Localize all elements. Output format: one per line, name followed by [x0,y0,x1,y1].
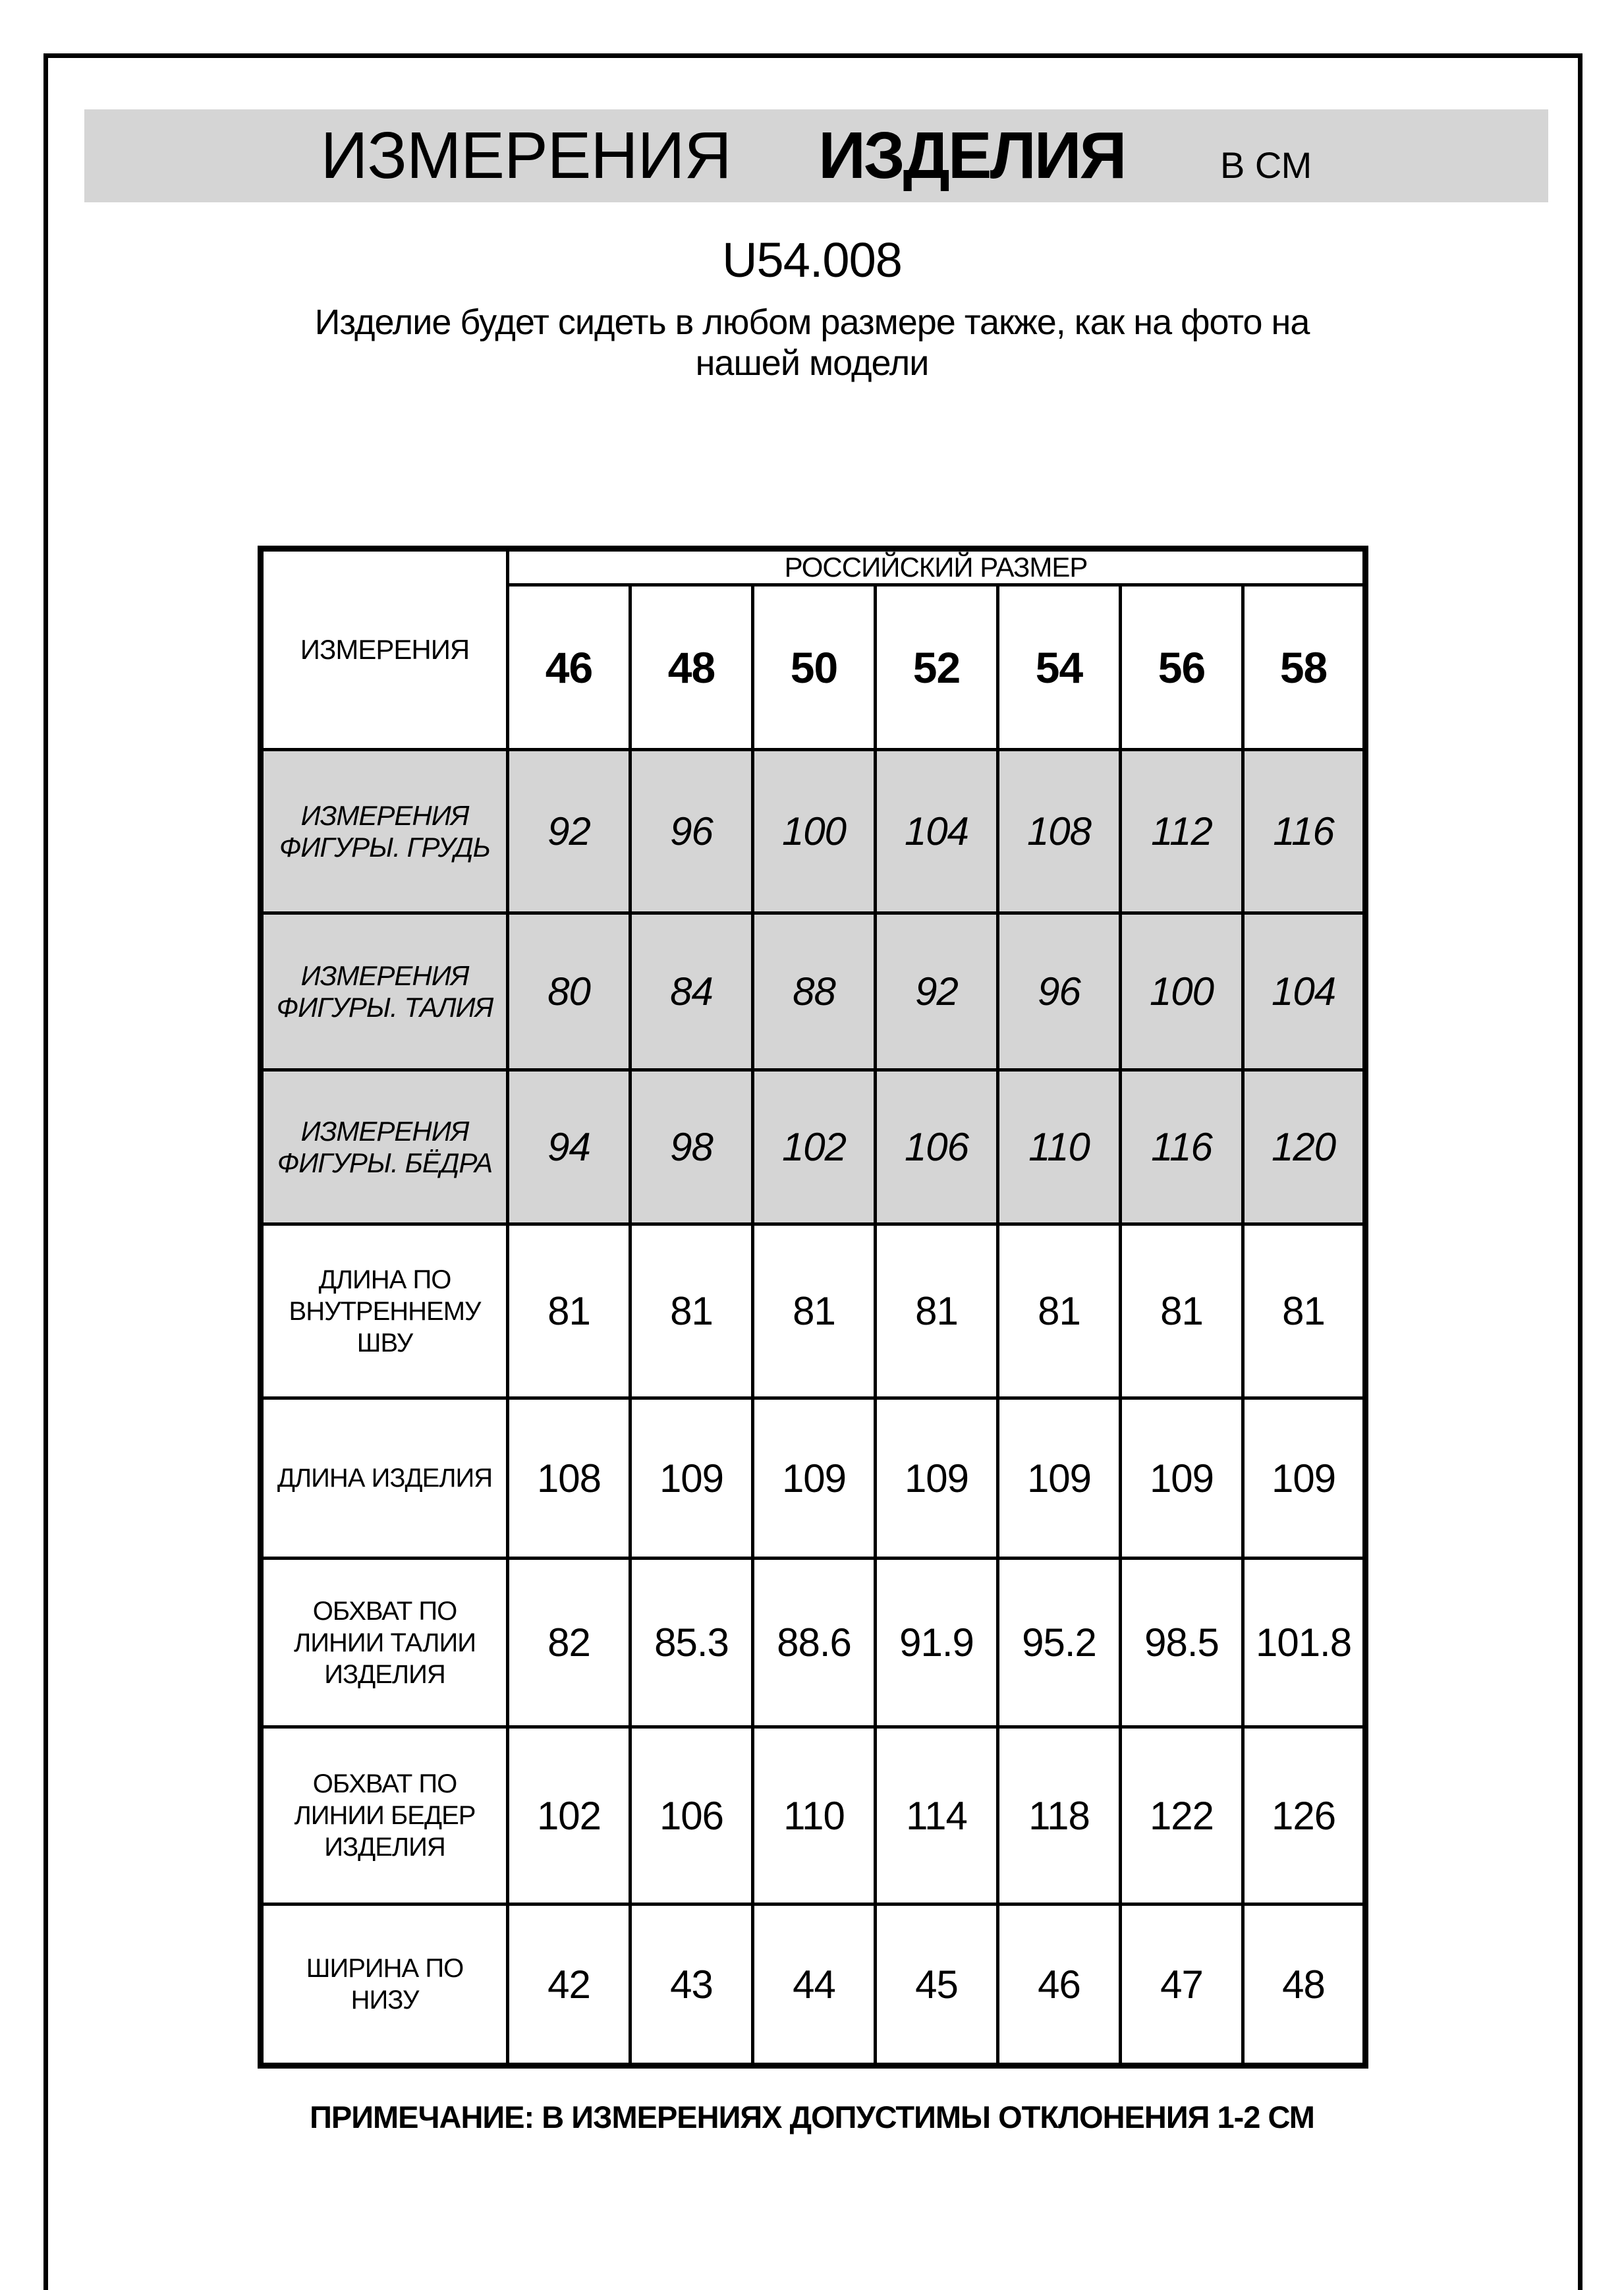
value-cell: 94 [508,1070,630,1224]
row-label-line: ФИГУРЫ. ТАЛИЯ [276,991,493,1023]
product-code: U54.008 [722,233,902,287]
row-label [261,1070,508,1224]
size-header: 54 [998,585,1121,750]
row-label-line: ОБХВАТ ПО [312,1596,457,1626]
row-label-line: ФИГУРЫ. БЁДРА [277,1147,493,1178]
table-row-item-length [261,1398,1366,1559]
size-header: 56 [1121,585,1243,750]
value-cell: 92 [876,913,998,1070]
fit-description-line: нашей модели [695,343,929,383]
value-cell: 110 [753,1727,876,1904]
row-label-line: НИЗУ [350,1986,419,2015]
value-cell: 109 [1121,1398,1243,1559]
value-cell: 85.3 [630,1559,753,1727]
size-header: 52 [876,585,998,750]
value-cell: 81 [630,1224,753,1398]
size-header: 50 [753,585,876,750]
value-cell: 112 [1121,750,1243,913]
value-cell: 81 [1243,1224,1366,1398]
table-row-item-waist-girth [261,1559,1366,1727]
value-cell: 98.5 [1121,1559,1243,1727]
value-cell: 81 [508,1224,630,1398]
title-band [84,109,1548,202]
row-label [261,1398,508,1559]
value-cell: 108 [508,1398,630,1559]
value-cell: 118 [998,1727,1121,1904]
value-cell: 101.8 [1243,1559,1366,1727]
value-cell: 81 [998,1224,1121,1398]
row-label-line: ШВУ [356,1328,413,1358]
value-cell: 109 [753,1398,876,1559]
value-cell: 47 [1121,1904,1243,2066]
value-cell: 91.9 [876,1559,998,1727]
title-word-product: ИЗДЕЛИЯ [818,119,1125,192]
row-label [261,1727,508,1904]
fit-description [0,302,1624,384]
value-cell: 106 [876,1070,998,1224]
value-cell: 42 [508,1904,630,2066]
value-cell: 104 [876,750,998,913]
value-cell: 109 [1243,1398,1366,1559]
value-cell: 81 [753,1224,876,1398]
value-cell: 122 [1121,1727,1243,1904]
value-cell: 43 [630,1904,753,2066]
row-label-line: ФИГУРЫ. ГРУДЬ [279,831,491,863]
row-label-line: ИЗМЕРЕНИЯ [300,1115,469,1147]
page-title [321,118,1312,194]
value-cell: 108 [998,750,1121,913]
row-label-line: ЛИНИИ ТАЛИИ [294,1628,476,1657]
size-chart-table [258,546,1368,2069]
row-label [261,1904,508,2066]
value-cell: 98 [630,1070,753,1224]
value-cell: 96 [630,750,753,913]
value-cell: 116 [1121,1070,1243,1224]
value-cell: 102 [508,1727,630,1904]
row-label-line: ДЛИНА ИЗДЕЛИЯ [277,1464,493,1493]
value-cell: 126 [1243,1727,1366,1904]
value-cell: 92 [508,750,630,913]
value-cell: 100 [1121,913,1243,1070]
value-cell: 81 [876,1224,998,1398]
value-cell: 84 [630,913,753,1070]
value-cell: 46 [998,1904,1121,2066]
value-cell: 114 [876,1727,998,1904]
size-header: 48 [630,585,753,750]
fit-description-line: Изделие будет сидеть в любом размере также, как на фото на [314,302,1310,342]
value-cell: 45 [876,1904,998,2066]
row-label-line: ЛИНИИ БЕДЕР [294,1801,476,1830]
row-label-line: ДЛИНА ПО [318,1265,451,1294]
table-row-inseam-length [261,1224,1366,1398]
row-label-line: ИЗМЕРЕНИЯ [300,959,469,991]
value-cell: 102 [753,1070,876,1224]
value-cell: 106 [630,1727,753,1904]
tolerance-note: ПРИМЕЧАНИЕ: В ИЗМЕРЕНИЯХ ДОПУСТИМЫ ОТКЛОНЕНИЯ 1-2 СМ [310,2100,1314,2134]
value-cell: 109 [876,1398,998,1559]
table-row-figure-chest [261,750,1366,913]
corner-header-cell: ИЗМЕРЕНИЯ [261,549,508,750]
title-word-measurements: ИЗМЕРЕНИЯ [320,119,731,192]
value-cell: 116 [1243,750,1366,913]
row-label-line: ШИРИНА ПО [306,1954,464,1983]
table-row-item-hip-girth [261,1727,1366,1904]
row-label-line: ОБХВАТ ПО [312,1769,457,1798]
value-cell: 88 [753,913,876,1070]
row-label [261,913,508,1070]
value-cell: 81 [1121,1224,1243,1398]
row-label-line: ИЗДЕЛИЯ [324,1833,445,1862]
russian-size-header-cell: РОССИЙСКИЙ РАЗМЕР [508,549,1366,585]
row-label-line: ИЗМЕРЕНИЯ [300,799,469,831]
value-cell: 109 [998,1398,1121,1559]
row-label [261,1224,508,1398]
value-cell: 48 [1243,1904,1366,2066]
value-cell: 82 [508,1559,630,1727]
value-cell: 100 [753,750,876,913]
table-row-figure-hips [261,1070,1366,1224]
value-cell: 120 [1243,1070,1366,1224]
size-header: 58 [1243,585,1366,750]
row-label [261,1559,508,1727]
table-row-group-header [261,549,1366,585]
row-label [261,750,508,913]
value-cell: 96 [998,913,1121,1070]
size-header: 46 [508,585,630,750]
row-label-line: ВНУТРЕННЕМУ [289,1296,481,1326]
value-cell: 104 [1243,913,1366,1070]
title-unit-cm: В СМ [1219,144,1312,186]
value-cell: 88.6 [753,1559,876,1727]
row-label-line: ИЗДЕЛИЯ [324,1659,445,1689]
value-cell: 109 [630,1398,753,1559]
value-cell: 110 [998,1070,1121,1224]
table-row-bottom-width [261,1904,1366,2066]
value-cell: 80 [508,913,630,1070]
value-cell: 95.2 [998,1559,1121,1727]
value-cell: 44 [753,1904,876,2066]
table-row-figure-waist [261,913,1366,1070]
